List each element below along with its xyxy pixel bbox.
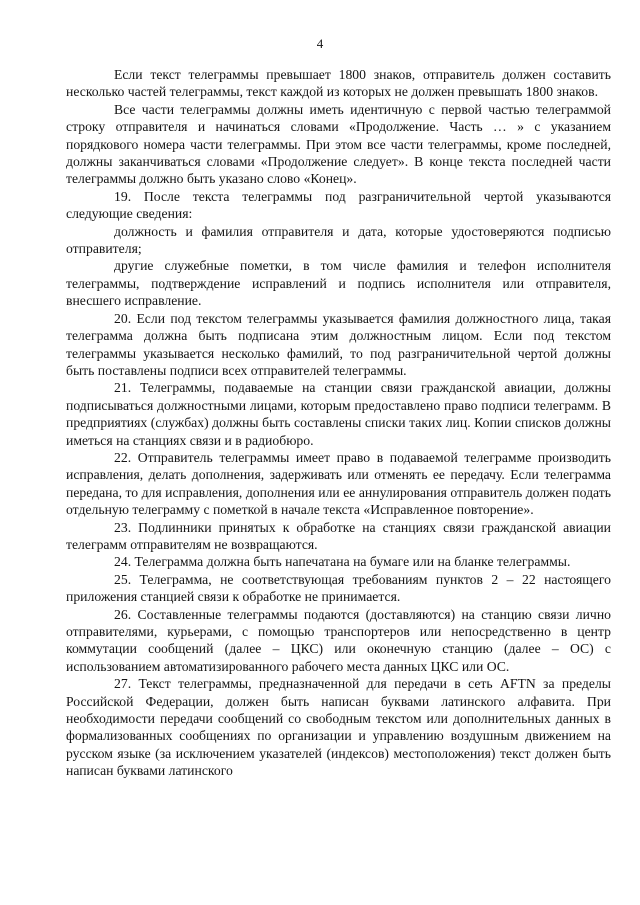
paragraph-25: 25. Телеграмма, не соответствующая требованиям пунктов 2 – 22 настоящего приложения станцией связи к обработке не принимается.	[66, 571, 611, 605]
paragraph-20: 20. Если под текстом телеграммы указывается фамилия должностного лица, такая телеграмма должна быть подписана этим должностным лицом. Если под текстом телеграммы указывается несколько фамилий, то под разграничительной чертой должны быть поставлены подписи всех отправителей телеграммы.	[66, 310, 611, 378]
paragraph-21: 21. Телеграммы, подаваемые на станции связи гражданской авиации, должны подписываться должностными лицами, которым предоставлено право подписи телеграмм. В предприятиях (службах) должны быть составлены списки таких лиц. Копии списков должны иметься на станциях связи и в радиобюро.	[66, 380, 611, 448]
paragraph-22: 22. Отправитель телеграммы имеет право в подаваемой телеграмме производить исправления, делать дополнения, задерживать или отменять ее передачу. Если телеграмма передана, то для исправления, дополнения или ее аннулирования отправитель должен подать отдельную телеграмму с пометкой в начале текста «Исправленное повторение».	[66, 449, 611, 518]
paragraph-23: 23. Подлинники принятых к обработке на станциях связи гражданской авиации телеграмм отправителям не возвращаются.	[66, 519, 611, 552]
paragraph-27: 27. Текст телеграммы, предназначенной для передачи в сеть AFTN за пределы Российской Федерации, должен быть написан буквами латинского алфавита. При необходимости передачи сообщений со свободным текстом или дополнительных данных в формализованных сообщениях по организации и управлению воздушным движением на русском языке (за исключением указателей (индексов) местоположения) текст должен быть написан буквами латинского	[66, 676, 611, 779]
paragraph-19-item-1: должность и фамилия отправителя и дата, которые удостоверяются подписью отправителя;	[66, 223, 611, 257]
paragraph-19: 19. После текста телеграммы под разграничительной чертой указываются следующие сведения:	[66, 188, 611, 222]
document-body	[66, 66, 611, 780]
paragraph-26: 26. Составленные телеграммы подаются (доставляются) на станцию связи лично отправителями, курьерами, с помощью транспортеров или непосредственно в центр коммутации сообщений (далее – ЦКС) или оконечную станцию (далее – ОС) с использованием автоматизированного рабочего места данных ЦКС или ОС.	[66, 606, 611, 674]
paragraph-24: 24. Телеграмма должна быть напечатана на бумаге или на бланке телеграммы.	[114, 554, 571, 570]
paragraph-1: Если текст телеграммы превышает 1800 знаков, отправитель должен составить несколько частей телеграммы, текст каждой из которых не должен превышать 1800 знаков.	[66, 67, 611, 100]
paragraph-2: Все части телеграммы должны иметь идентичную с первой частью телеграммой строку отправителя и начинаться словами «Продолжение. Часть … » с указанием порядкового номера части телеграммы. При этом все части телеграммы, кроме последней, должны заканчиваться словами «Продолжение следует». В конце текста последней части телеграммы должно быть указано слово «Конец».	[66, 101, 611, 187]
page-number: 4	[316, 36, 324, 51]
paragraph-19-item-2: другие служебные пометки, в том числе фамилия и телефон исполнителя телеграммы, подтверждение исправлений и подпись исполнителя или отправителя, внесшего исправление.	[66, 258, 611, 309]
